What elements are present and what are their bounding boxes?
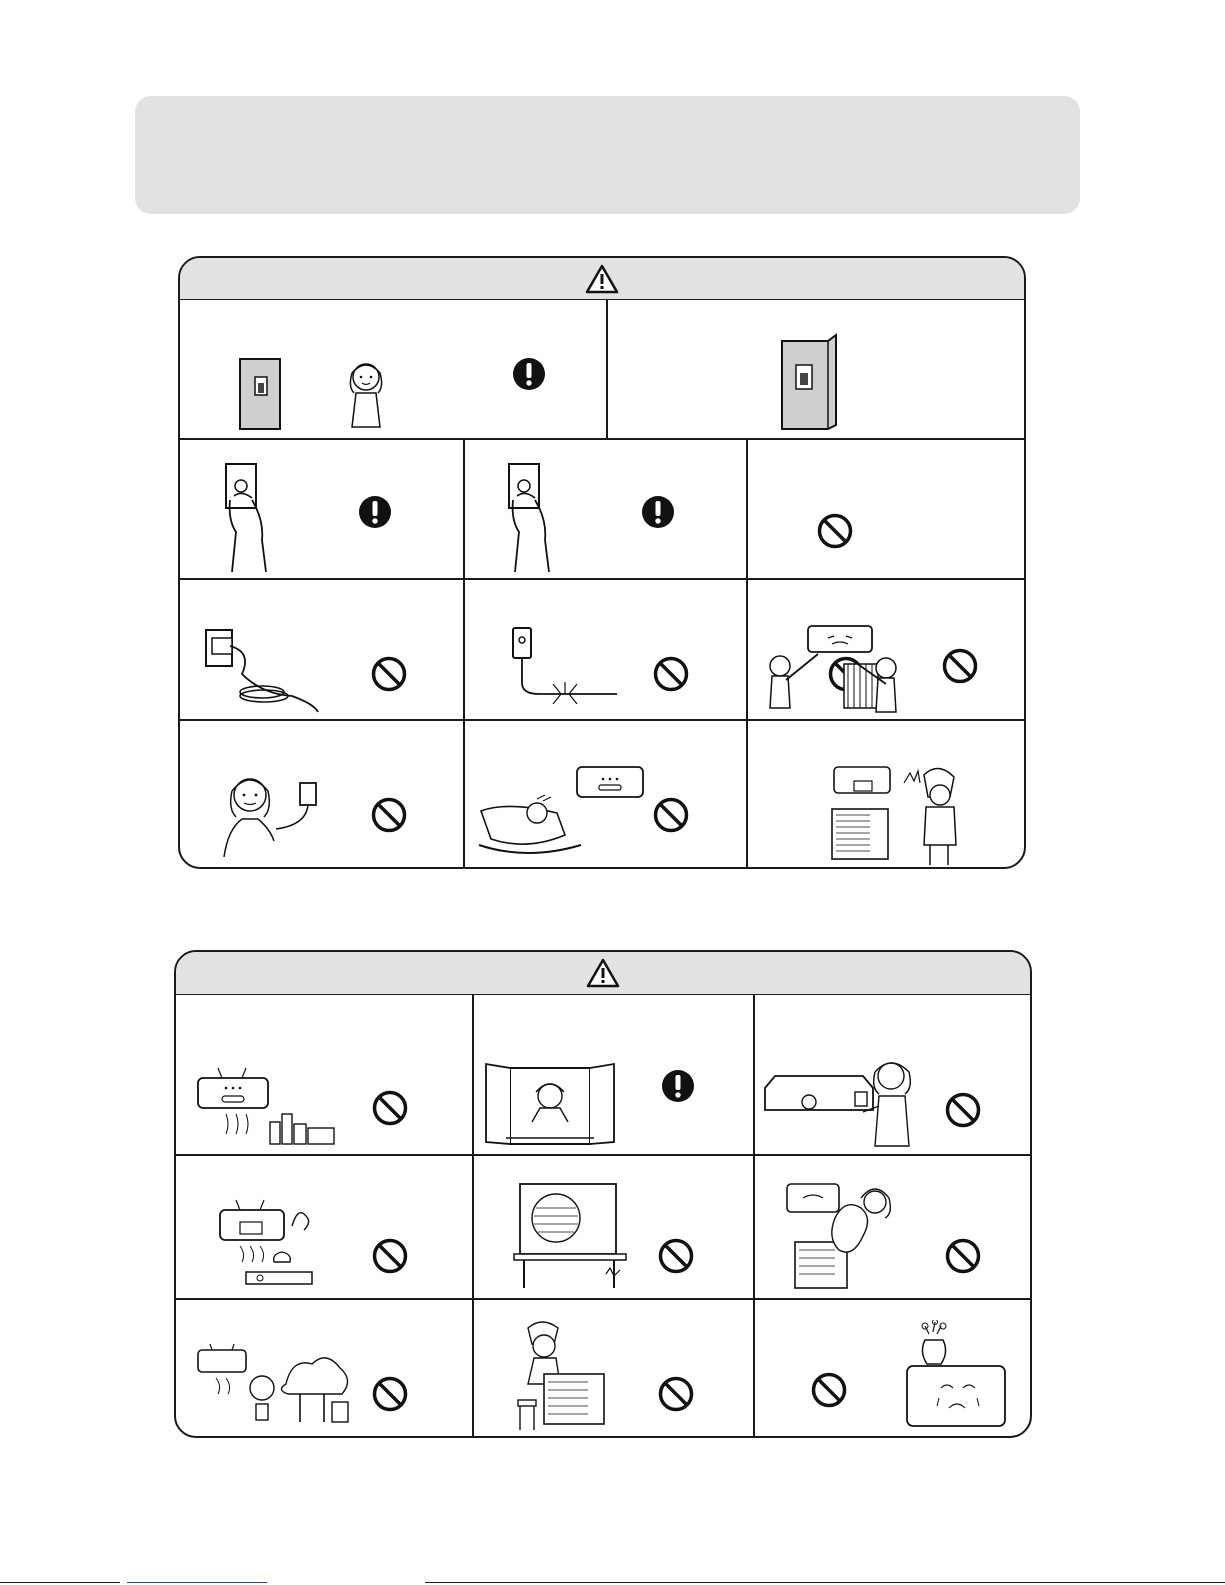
- warning-cell-breaker: [608, 299, 1026, 438]
- warning-cell-plug-pull: [465, 440, 746, 578]
- prohibited-icon: [372, 1238, 408, 1274]
- warning-cell-repair: [748, 721, 1026, 869]
- caution-cell-vase-on-unit: [755, 1300, 1032, 1438]
- footer-line: [425, 1582, 1225, 1583]
- unit-plants-illustration: [196, 1344, 356, 1426]
- caution-cell-plants-airflow: [176, 1300, 472, 1438]
- caution-cell-damaged-stand: [474, 1156, 753, 1298]
- footer-line: [0, 1582, 120, 1583]
- child-climbing-illustration: [508, 1318, 608, 1434]
- prohibited-icon: [945, 1238, 981, 1274]
- warning-panel-header: [180, 258, 1024, 300]
- caution-panel-header: [176, 952, 1030, 995]
- coiled-cord-illustration: [202, 624, 320, 716]
- warning-cell-plug-insert: [180, 440, 463, 578]
- prohibited-icon: [942, 648, 978, 684]
- vase-unit-illustration: [905, 1320, 1007, 1432]
- warning-cell-wet-hands: [180, 721, 463, 869]
- circuit-breaker-illustration: [238, 357, 286, 432]
- outdoor-unit-person-illustration: [830, 761, 970, 867]
- prohibited-icon: [371, 656, 407, 692]
- title-banner: [135, 96, 1080, 214]
- prohibited-icon: [653, 656, 689, 692]
- children-stick-illustration: [756, 624, 906, 718]
- sparking-cord-illustration: [509, 624, 619, 704]
- mandatory-action-icon: [641, 495, 675, 529]
- baby-cradle-illustration: [477, 761, 647, 861]
- caution-cell-blocking-outlet: [755, 1156, 1032, 1298]
- caution-cell-food-storage: [176, 996, 472, 1154]
- mandatory-action-icon: [661, 1069, 695, 1103]
- warning-cell-direct-airflow: [465, 721, 746, 869]
- footer-link-underline: [127, 1582, 267, 1583]
- mandatory-action-icon: [512, 357, 546, 391]
- outdoor-unit-stand-illustration: [510, 1178, 630, 1292]
- caution-cell-climbing: [474, 1300, 753, 1438]
- warning-triangle-icon: [586, 958, 620, 988]
- warning-cell-empty-prohibit: [748, 440, 1026, 578]
- warning-triangle-icon: [585, 264, 619, 294]
- prohibited-icon: [811, 1372, 847, 1408]
- unit-bottles-illustration: [196, 1064, 336, 1146]
- warning-cell-damaged-cord: [465, 580, 746, 719]
- prohibited-icon: [372, 1090, 408, 1126]
- caution-cell-ventilate: [474, 996, 753, 1154]
- circuit-breaker-illustration: [776, 333, 840, 431]
- prohibited-icon: [372, 1376, 408, 1412]
- prohibited-icon: [945, 1092, 981, 1128]
- prohibited-icon: [658, 1238, 694, 1274]
- unit-person-illustration: [763, 1054, 923, 1150]
- prohibited-icon: [653, 797, 689, 833]
- hand-plug-illustration: [501, 460, 559, 574]
- unit-stove-illustration: [216, 1196, 316, 1288]
- person-outlet-illustration: [220, 769, 320, 861]
- prohibited-icon: [658, 1376, 694, 1412]
- warning-cell-stick-insertion: [748, 580, 1026, 719]
- warning-cell-breaker-person: [180, 299, 606, 438]
- person-illustration: [338, 357, 394, 429]
- caution-panel: [174, 950, 1032, 1438]
- unit-plant-person-illustration: [783, 1178, 913, 1294]
- warning-panel: [178, 256, 1026, 869]
- hand-plug-illustration: [218, 460, 276, 574]
- prohibited-icon: [371, 797, 407, 833]
- caution-cell-heater-airflow: [176, 1156, 472, 1298]
- caution-cell-cleaning: [755, 996, 1032, 1154]
- warning-cell-bundled-cord: [180, 580, 463, 719]
- prohibited-icon: [817, 513, 853, 549]
- mandatory-action-icon: [358, 495, 392, 529]
- open-window-illustration: [482, 1062, 618, 1148]
